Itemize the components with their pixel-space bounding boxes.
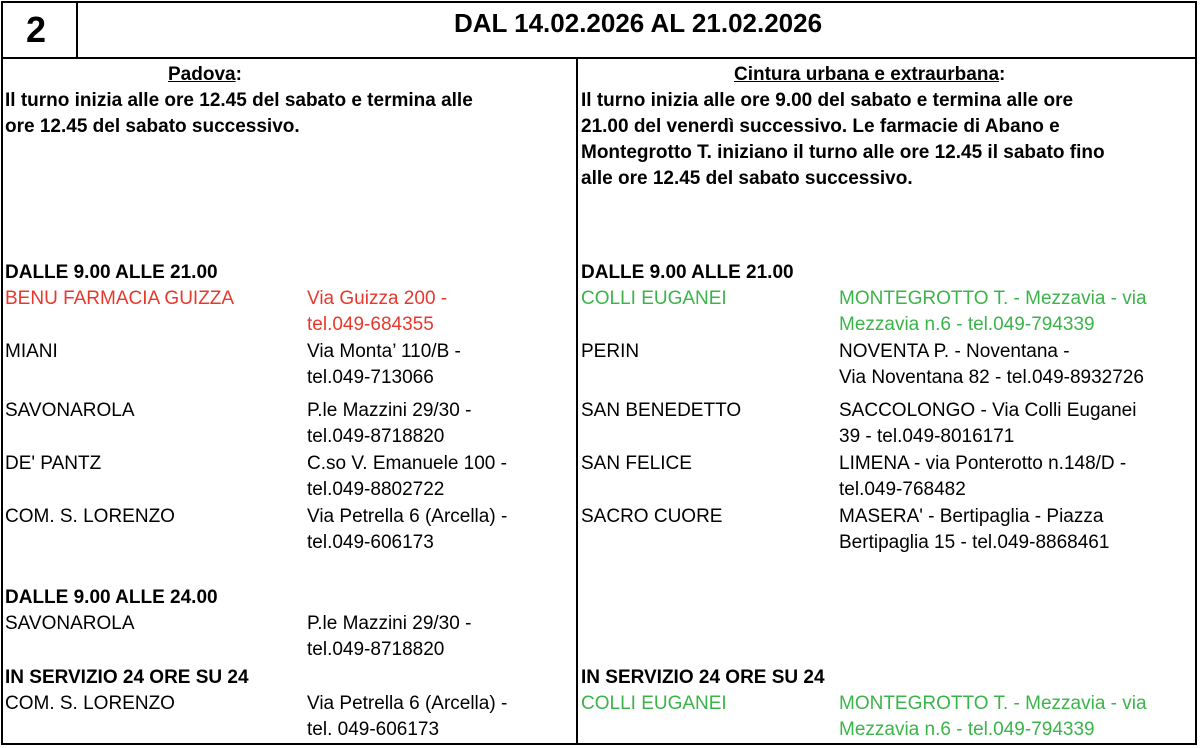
week-number: 2 [26,9,47,50]
cintura-pharmacy-name: COLLI EUGANEI [581,288,727,309]
column-divider [576,57,578,745]
padova-evening-address: P.le Mazzini 29/30 - [307,613,472,634]
padova-heading-text: Padova [168,64,236,85]
padova-pharmacy-address: Via Guizza 200 - [307,288,448,309]
cintura-24h-address: MONTEGROTTO T. - Mezzavia - via [839,693,1147,714]
padova-24h-name: COM. S. LORENZO [5,693,175,714]
padova-pharmacy-name: MIANI [5,341,58,362]
padova-pharmacy-phone: tel.049-713066 [307,367,434,388]
cintura-heading [734,62,1005,88]
cintura-section-day: DALLE 9.00 ALLE 21.00 [581,262,794,283]
cintura-pharmacy-name: PERIN [581,341,640,362]
cintura-pharmacy-name: SAN FELICE [581,453,692,474]
padova-pharmacy-address: Via Petrella 6 (Arcella) - [307,506,508,527]
padova-pharmacy-name: SAVONAROLA [5,400,135,421]
padova-pharmacy-phone: tel.049-8718820 [307,426,445,447]
cintura-intro-line-1: Il turno inizia alle ore 9.00 del sabato e termina alle ore [581,90,1074,111]
padova-pharmacy-phone: tel.049-606173 [307,532,434,553]
cintura-pharmacy-phone: Mezzavia n.6 - tel.049-794339 [839,314,1095,335]
padova-pharmacy-address: Via Monta’ 110/B - [307,341,461,362]
cintura-24h-name: COLLI EUGANEI [581,693,727,714]
cintura-section-24h: IN SERVIZIO 24 ORE SU 24 [581,667,825,688]
padova-intro [5,88,573,140]
padova-intro-line-2: ore 12.45 del sabato successivo. [5,116,300,137]
padova-intro-line-1: Il turno inizia alle ore 12.45 del sabato e termina alle [5,90,473,111]
date-range-title: DAL 14.02.2026 AL 21.02.2026 [453,8,823,38]
padova-pharmacy-address: C.so V. Emanuele 100 - [307,453,507,474]
header-bottom-rule [1,57,1197,59]
padova-24h-address: Via Petrella 6 (Arcella) - [307,693,508,714]
cintura-pharmacy-address: NOVENTA P. - Noventana - [839,341,1070,362]
padova-evening-phone: tel.049-8718820 [307,639,445,660]
cintura-pharmacy-address: SACCOLONGO - Via Colli Euganei [839,400,1137,421]
padova-pharmacy-name: COM. S. LORENZO [5,506,175,527]
cintura-pharmacy-phone: Bertipaglia 15 - tel.049-8868461 [839,532,1110,553]
cintura-pharmacy-address: LIMENA - via Ponterotto n.148/D - [839,453,1127,474]
cintura-pharmacy-address: MONTEGROTTO T. - Mezzavia - via [839,288,1147,309]
padova-pharmacy-address: P.le Mazzini 29/30 - [307,400,472,421]
padova-24h-phone: tel. 049-606173 [307,719,440,740]
cintura-heading-colon: : [999,64,1006,85]
padova-section-24h: IN SERVIZIO 24 ORE SU 24 [5,667,249,688]
padova-section-evening: DALLE 9.00 ALLE 24.00 [5,587,218,608]
cintura-heading-text: Cintura urbana e extraurbana [734,64,1000,85]
cintura-pharmacy-name: SAN BENEDETTO [581,400,742,421]
padova-section-day: DALLE 9.00 ALLE 21.00 [5,262,218,283]
padova-pharmacy-name: BENU FARMACIA GUIZZA [5,288,235,309]
padova-pharmacy-name: DE' PANTZ [5,453,102,474]
cintura-pharmacy-address: MASERA' - Bertipaglia - Piazza [839,506,1104,527]
cintura-pharmacy-phone: 39 - tel.049-8016171 [839,426,1015,447]
cintura-pharmacy-phone: Via Noventana 82 - tel.049-8932726 [839,367,1144,388]
padova-evening-name: SAVONAROLA [5,613,135,634]
cintura-intro-line-3: Montegrotto T. iniziano il turno alle ore 12.45 il sabato fino [581,142,1105,163]
cintura-intro [581,88,1193,192]
padova-pharmacy-phone: tel.049-8802722 [307,479,445,500]
padova-pharmacy-phone: tel.049-684355 [307,314,434,335]
padova-heading-colon: : [235,64,242,85]
cintura-intro-line-4: alle ore 12.45 del sabato successivo. [581,168,913,189]
cintura-pharmacy-name: SACRO CUORE [581,506,723,527]
padova-heading [168,62,242,88]
cintura-intro-line-2: 21.00 del venerdì successivo. Le farmacie di Abano e [581,116,1060,137]
cintura-24h-phone: Mezzavia n.6 - tel.049-794339 [839,719,1095,740]
cintura-pharmacy-phone: tel.049-768482 [839,479,966,500]
